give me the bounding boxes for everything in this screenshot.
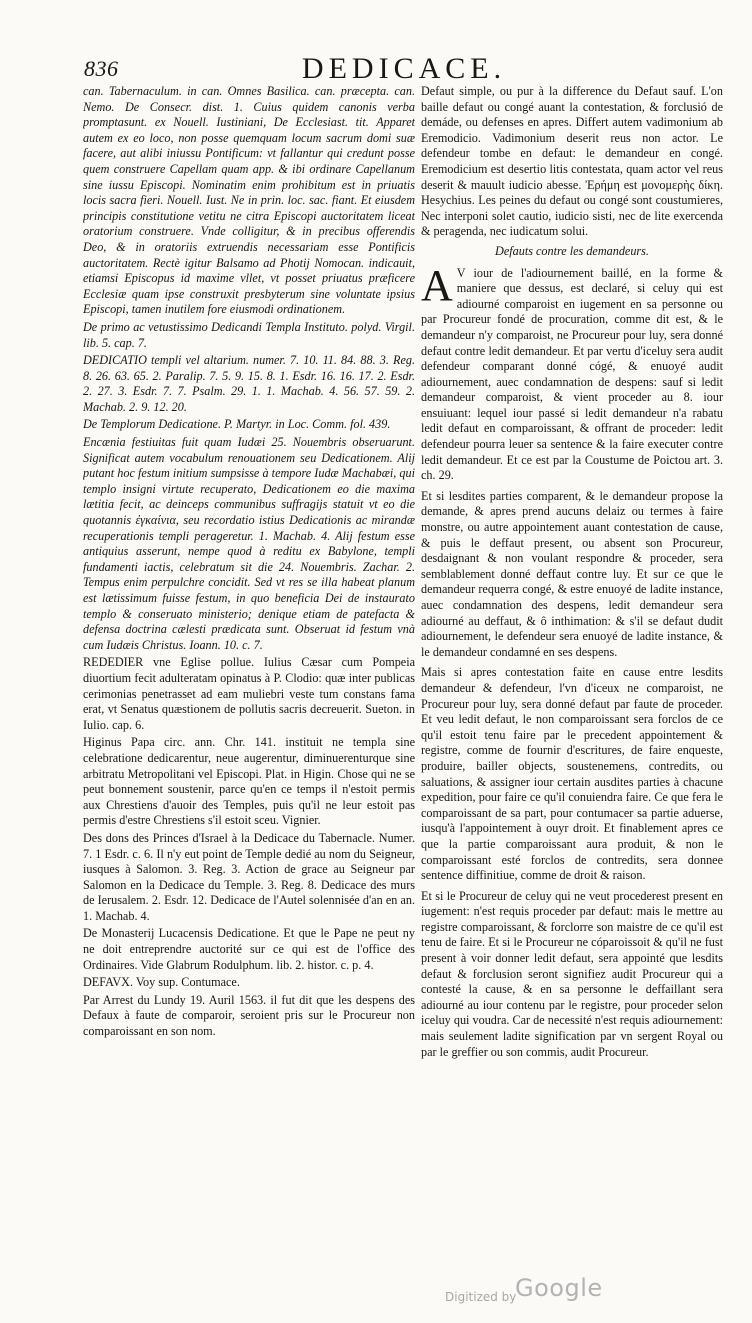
right-paragraph-1-text: V iour de l'adiournement baillé, en la forme & maniere que dessus, est declaré, si celuy qui est adiourné comparoist en iugement en sa personne ou par Procureur fondé de procuration, comme dit est, & le demandeur n'y comparoist, ne Procureur pour luy, sera donné defaut contre ledit demandeur. Et par vertu d'iceluy sera audit defendeur comparant donné cógé, & enuoyé audit adiournement, auec condamnation de despens: sauf si ledit demandeur comparoist, & vient proceder au 8. iour ensuiuant: lequel iour passé si ledit demandeur n'a rabatu ledit defaut en comparoissant, & offrant de proceder: ledit defendeur pourra leuer sa sentence & la faire executer contre ledit demandeur. Et ce est par la Coustume de Poictou art. 3. ch. 29. (421, 265, 723, 483)
section-heading: Defauts contre les demandeurs. (495, 243, 649, 258)
google-logo: Google (515, 1274, 603, 1302)
right-paragraph-3: Mais si apres contestation faite en cause entre lesdits demandeur & defendeur, l'vn d'iceux ne comparoist, ne Procureur pour luy, sera donné defaut par faute de proceder. Et veu ledit defaut, le non comparoissant sera forclos de ce qu'il estoit tenu faire par le precedent appointement & registre, comme de fournir d'escritures, de faire enqueste, produire, bailler objects, soustenemens, contredits, ou saluations, & assigner iour certain ausdites parties à chacune expedition, pour faire ce qu'il conuiendra faire. Ce que fera le comparoissant de sa part, pour contumacer sa partie aduerse, iusqu'à l'appointement à ouyr droit. Et finablement apres ce que la partie comparoissant aura produit, & non le comparoissant esté forclos de contredits, sera donnee sentence diffinitiue, comme de droit & raison. (421, 665, 723, 883)
right-paragraph-2: Et si lesdites parties comparent, & le demandeur propose la demande, & apres prend aucuns delaiz ou termes à faire monstre, ou autre appointement auant contestation de cause, & puis le deffaut present, ou absent son Procureur, desdaignant & non voulant respondre & proceder, sera semblablement donné deffaut contre luy. Et sur ce que le demandeur requerra congé, & estre enuoyé de ladite instance, auec condamnation des despens, ledit demandeur sera adiourné au deffaut, & ô inthimation: & s'il se defaut dudit adiournement, le defendeur sera enuoyé de ladite instance, & le demandeur condamné en ses despens. (421, 488, 723, 659)
digitized-by-label: Digitized by (445, 1290, 517, 1304)
left-paragraph-3: DEDICATIO templi vel altarium. numer. 7. 10. 11. 84. 88. 3. Reg. 8. 26. 63. 65. 2. Paralip. 7. 5. 9. 15. 8. 1. Esdr. 16. 16. 17. 2. Esdr. 2. 27. 3. Esdr. 7. 7. Psalm. 29. 1. 1. Machab. 4. 56. 57. 59. 2. Machab. 2. 9. 12. 20. (83, 353, 415, 414)
drop-cap-letter: A (421, 260, 453, 310)
left-paragraph-4: De Templorum Dedicatione. P. Martyr. in Loc. Comm. fol. 439. (83, 417, 391, 432)
left-paragraph-2: De primo ac vetustissimo Dedicandi Templa Instituto. polyd. Virgil. lib. 5. cap. 7. (83, 319, 415, 350)
left-paragraph-10: DEFAVX. Voy sup. Contumace. (83, 975, 240, 990)
right-intro-paragraph: Defaut simple, ou pur à la difference du Defaut sauf. L'on baille defaut ou congé auant la contestation, & forclusió de demáde, ou defenses en apres. Differt autem vadimonium ab Eremodicio. Vadimonium deserit reus non actor. Le defendeur tombe en defaut: le demandeur en congé. Eremodicium est desertio litis contestata, quam actor vel reus deserit & mauult iudicio abesse. Ἐρήμη est μονομερὴς δίκη. Hesychius. Les peines du defaut ou congé sont coustumieres, Nec interponi solet cautio, iudicio sisti, nec de lite exercenda & peragenda, nec iudicatum solui. (421, 84, 723, 239)
google-watermark (445, 1274, 725, 1310)
left-paragraph-7: Higinus Papa circ. ann. Chr. 141. instituit ne templa sine celebratione dedicarentur, neue augerentur, diminuerenturque sine arbitratu Metropolitani vel Episcopi. Plat. in Higin. Chose qui ne se peut bonnement soustenir, parce qu'en ce temps il n'estoit permis aux Chrestiens d'auoir des Temples, puis qu'il ne leur estoit pas permis d'estre Chrestiens s'il estoit sceu. Vignier. (83, 735, 415, 828)
left-paragraph-11: Par Arrest du Lundy 19. Auril 1563. il fut dit que les despens des Defaux à faute de comparoir, seroient pris sur le Procureur non comparoissant en son nom. (83, 992, 415, 1039)
page-title: DEDICACE. (301, 52, 507, 85)
left-paragraph-1: can. Tabernaculum. in can. Omnes Basilica. can. præcepta. can. Nemo. De Consecr. dist. 1. Cuius quidem canonis verba promptasunt. ex Nouell. Iustiniani, De Ecclesiast. tit. Apparet autem ex eo loco, non posse quemquam locum sacrum domi suæ facere, aut alibi iniussu Pontificum: vt fallantur qui credunt posse quem construere Capellam quam app. & ibi ordinare Capellanum sine iussu Episcopi. Nominatim enim prohibitum est in priuatis locis sacra fieri. Nouell. Iust. Ne in prin. loc. sac. fiant. Et eiusdem principis constitutione vetitu ne citra Episcopi auctoritatem liceat oratorium construere. Vnde colligitur, & in precibus offerendis Deo, & in oratoriis extruendis necessariam esse Pontificis auctoritatem. Rectè igitur Balsamo ad Photij Nomocan. indicauit, etiamsi Episcopus id maxime vllet, vt posset priuatus præficere Ecclesiæ quam ipse construxit presbyterum sine voluntate ipsius Episcopi, tamen inutilem fore eiusmodi ordinationem. (83, 84, 415, 317)
left-paragraph-6: REDEDIER vne Eglise pollue. Iulius Cæsar cum Pompeia diuortium fecit adulteratam opinatus à P. Clodio: quæ inter publicas cerimonias penetrasset ad eam muliebri veste tum constans fama erat, vt Senatus quæstionem de pollutis sacris decreuerit. Sueton. in Iulio. cap. 6. (83, 655, 415, 732)
right-column (421, 84, 723, 1160)
right-paragraph-4: Et si le Procureur de celuy qui ne veut procederest present en iugement: n'est requis proceder par defaut: mais le mettre au registre comparoissant, & forclorre son maistre de ce qu'il est tenu de faire. Et si le Procureur ne cóparoissoit & qu'il ne fust present à voir donner ledit defaut, sera appointé que lesdits defaut & forclusion seront signifiez audit Procureur qui a contesté la cause, & en sa personne le deffaillant sera adiourné au iour contenu par le registre, pour proceder selon iceluy qui voudra. Car de necessité n'est requis adiournement: mais seulement ladite signification par vn sergent Royal ou par le greffier ou son commis, audit Procureur. (421, 888, 723, 1059)
left-paragraph-9: De Monasterij Lucacensis Dedicatione. Et que le Pape ne peut ny ne doit entreprendre auctorité sur ce qui est de l'office des Ordinaires. Vide Glabrum Rodulphum. lib. 2. histor. c. p. 4. (83, 926, 415, 972)
left-paragraph-5: Encænia festiuitas fuit quam Iudæi 25. Nouembris obseruarunt. Significat autem vocabulum renouationem seu Dedicationem. Alij putant hoc festum initium sumpsisse à tempore Iudæ Machabæi, qui templo insigni virtute recuperato, Dedicationem eo die maxima lætitia fecit, ac deinceps communibus suffragijs statuit vt eo die quotannis ἐγκαίνια, seu recordatio istius Dedicationis ac mirandæ recuperationis templi perageretur. 1. Machab. 4. Alij festum esse antiquius asserunt, nempe quod à reditu ex Babylone, templi fundamenti iactis, celebratum sit die 24. Nouembris. Zachar. 2. Tempus enim perpulchre concidit. Sed vt res se illa habeat planum est lætissimum fuisse festum, in quo beneficia Dei de instaurato templo & conseruato ministerio; denique etiam de patefacta & defensa doctrina cælesti prædicata sunt. Obseruat id festum vnà cum Iudæis Christus. Ioann. 10. c. 7. (83, 435, 415, 652)
left-column (83, 84, 415, 1160)
right-paragraph-1 (421, 260, 723, 484)
left-paragraph-8: Des dons des Princes d'Israel à la Dedicace du Tabernacle. Numer. 7. 1 Esdr. c. 6. Il n'y eut point de Temple dedié au nom du Seigneur, iusques à Salomon. 3. Reg. 3. Action de grace au Seigneur par Salomon en la Dedicace du Temple. 3. Reg. 8. Dedicace des murs de Ierusalem. 2. Esdr. 12. Dedicace de l'Autel solennisée d'an en an. 1. Machab. 4. (83, 830, 415, 923)
page-number: 836 (84, 56, 119, 81)
